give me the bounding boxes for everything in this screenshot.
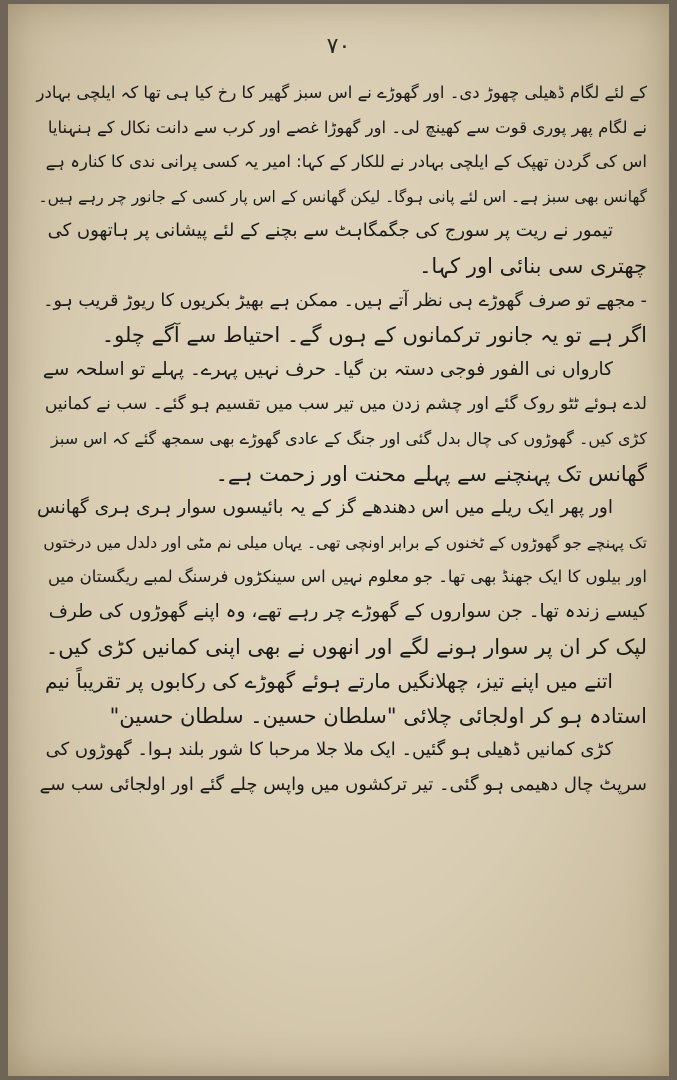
text-line: کارواں نی الفور فوجی دستہ بن گیا۔ حرف نہیں پہرے۔ پہلے تو اسلحہ سے bbox=[42, 358, 613, 380]
text-line: چھتری سی بنائی اور کہا۔ bbox=[419, 253, 647, 278]
text-line: کیسے زندہ تھا۔ جن سواروں کے گھوڑے چر رہے تھے، وہ اپنے گھوڑوں کی طرف bbox=[48, 600, 647, 622]
text-line: تک پہنچے جو گھوڑوں کے ٹخنوں کے برابر اونچی تھی۔ یہاں میلی نم مٹی اور دلدل میں درختوں bbox=[43, 533, 647, 552]
text-line: اتنے میں اپنے تیز، چھلانگیں مارتے ہوئے گھوڑے کی رکابوں پر تقریباً نیم bbox=[44, 669, 613, 694]
text-line: تیمور نے ریت پر سورج کی جگمگاہٹ سے بچنے کے لئے پیشانی پر ہاتھوں کی bbox=[47, 220, 613, 242]
text-line: گھانس بھی سبز ہے۔ اس لئے پانی ہوگا۔ لیکن گھانس کے اس پار کسی کے جانور چر رہے ہیں۔ bbox=[38, 187, 647, 206]
text-line: لدے ہوئے ٹٹو روک گئے اور چشم زدن میں تیر سب میں تقسیم ہو گئے۔ سب نے کمانیں bbox=[44, 394, 647, 415]
text-line: کڑی کمانیں ڈھیلی ہو گئیں۔ ایک ملا جلا مرحبا کا شور بلند ہوا۔ گھوڑوں کی bbox=[45, 739, 613, 761]
text-line: کے لئے لگام ڈھیلی چھوڑ دی۔ اور گھوڑے نے اس سبز گھیر کا رخ کیا ہی تھا کہ ایلچی بہادر bbox=[36, 83, 647, 102]
text-line: گھانس تک پہنچنے سے پہلے محنت اور زحمت ہے۔ bbox=[215, 461, 647, 486]
text-line: نے لگام پھر پوری قوت سے کھینچ لی۔ اور گھوڑا غصے اور کرب سے دانت نکال کے ہنہنایا bbox=[47, 117, 647, 137]
text-line: - مجھے تو صرف گھوڑے ہی نظر آتے ہیں۔ ممکن ہے بھیڑ بکریوں کا ریوڑ قریب ہو۔ bbox=[43, 290, 647, 311]
page-number: ۷۰ bbox=[326, 34, 351, 59]
text-line: اور بیلوں کا ایک جھنڈ بھی تھا۔ جو معلوم نہیں اس سینکڑوں فرسنگ لمبے ریگستان میں bbox=[48, 567, 647, 587]
text-line: استادہ ہو کر اولجائی چلائی "سلطان حسین۔ سلطان حسین" bbox=[109, 703, 647, 728]
text-line: لپک کر ان پر سوار ہونے لگے اور انھوں نے بھی اپنی کمانیں کڑی کیں۔ bbox=[45, 634, 647, 659]
book-page bbox=[8, 4, 669, 1076]
urdu-text-block bbox=[34, 76, 647, 1016]
text-line: اس کی گردن تھپک کے ایلچی بہادر نے للکار کے کہا: امیر یہ کسی پرانی ندی کا کنارہ ہے bbox=[45, 152, 647, 172]
text-line: اور پھر ایک ریلے میں اس دھندھے گز کے یہ بائیسوں سوار ہری ہری گھانس bbox=[36, 497, 613, 519]
text-line: کڑی کیں۔ گھوڑوں کی چال بدل گئی اور جنگ کے عادی گھوڑے بھی سمجھ گئے کہ اس سبز bbox=[51, 428, 647, 448]
text-line: اگر ہے تو یہ جانور ترکمانوں کے ہوں گے۔ احتیاط سے آگے چلو۔ bbox=[101, 323, 647, 348]
text-line: سرپٹ چال دھیمی ہو گئی۔ تیر ترکشوں میں واپس چلے گئے اور اولجائی سب سے bbox=[39, 773, 647, 795]
